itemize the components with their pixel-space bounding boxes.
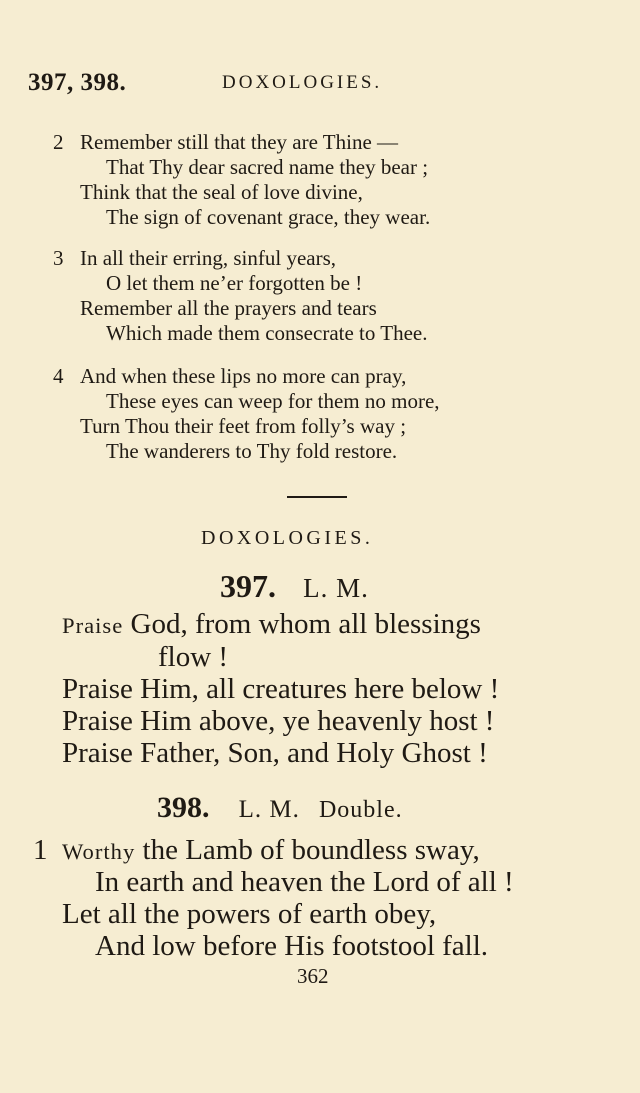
verse-line: Praise Him above, ye heavenly host ! [62,705,495,737]
verse-line: In all their erring, sinful years, [80,246,336,270]
verse-line: The wanderers to Thy fold restore. [106,439,398,463]
verse-line [62,836,480,865]
verse-line: These eyes can weep for them no more, [106,389,440,413]
verse-line: That Thy dear sacred name they bear ; [106,155,429,179]
page-number: 362 [297,964,329,988]
hymn-number: 397. [220,568,276,604]
hymn-meter-double: Double. [318,797,403,823]
header-hymn-numbers: 397, 398. [28,69,127,96]
verse-line: Turn Thou their feet from folly’s way ; [80,414,407,438]
verse-line: O let them ne’er forgotten be ! [106,271,363,295]
stanza-number: 4 [53,364,64,388]
verse-line: The sign of covenant grace, they wear. [106,205,431,229]
hymn-heading [220,570,369,602]
stanza-number: 1 [33,834,48,866]
section-title: DOXOLOGIES. [201,527,374,549]
verse-line: And low before His footstool fall. [95,930,489,962]
verse-line: And when these lips no more can pray, [80,364,407,388]
section-divider [287,496,347,498]
verse-line-continuation: flow ! [158,641,229,673]
verse-line: Let all the powers of earth obey, [62,898,437,930]
verse-line: Which made them consecrate to Thee. [106,321,428,345]
stanza-number: 2 [53,130,64,154]
verse-line-rest: God, from whom all blessings [130,608,481,640]
verse-line [62,610,481,639]
verse-line: Praise Him, all creatures here below ! [62,673,500,705]
hymn-heading [157,793,403,823]
verse-line-rest: the Lamb of boundless sway, [142,834,480,866]
verse-line: Remember all the prayers and tears [80,296,377,320]
verse-line: Remember still that they are Thine — [80,130,399,154]
verse-line: Think that the seal of love divine, [80,180,363,204]
first-word-small-caps: Praise [62,613,124,638]
first-word-small-caps: Worthy [62,839,136,864]
verse-line: Praise Father, Son, and Holy Ghost ! [62,737,488,769]
verse-line: In earth and heaven the Lord of all ! [95,866,514,898]
stanza-number: 3 [53,246,64,270]
hymn-meter: L. M. [238,796,300,823]
hymn-number: 398. [157,791,210,824]
hymn-meter: L. M. [303,573,369,603]
header-title: DOXOLOGIES. [222,72,383,93]
